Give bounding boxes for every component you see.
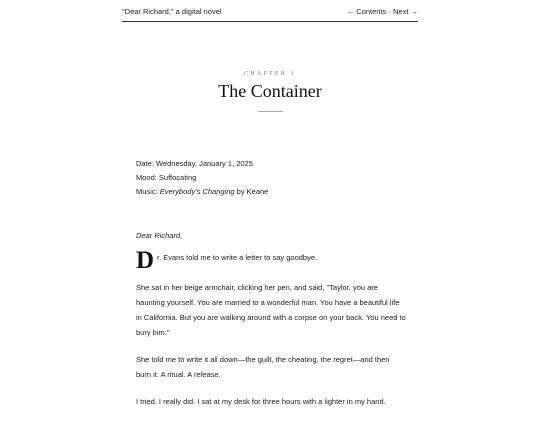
nav-separator: · — [388, 7, 391, 16]
next-link[interactable]: Next → — [392, 7, 418, 16]
entry-date: Date: Wednesday, January 1, 2025 — [136, 159, 253, 168]
book-title: "Dear Richard," a digital novel — [122, 7, 222, 16]
first-paragraph — [136, 247, 406, 274]
title-divider — [258, 111, 283, 112]
entry-mood: Mood: Suffocating — [136, 173, 197, 182]
top-bar — [122, 0, 418, 22]
paragraph-3: She told me to write it all down—the guilt, the cheating, the regret—and then burn it. A ritual. A release. — [136, 355, 390, 379]
chapter-nav — [347, 7, 418, 16]
music-song: Everybody's Changing — [159, 187, 235, 196]
chapter-kicker: CHAPTER 1 — [244, 71, 296, 77]
paragraph-2: She sat in her beige armchair, clicking her pen, and said, "Taylor, you are haunting yourself. You are married to a wonderful man. You have a beautiful life in California. But you are walking around with a corpse on your back. You need to bury him." — [136, 283, 406, 337]
music-artist: by Keane — [234, 187, 269, 196]
letter-body — [136, 231, 406, 421]
paragraph-4: I tried. I really did. I sat at my desk for three hours with a lighter in my hand. — [136, 397, 386, 406]
chapter-title: The Container — [218, 81, 322, 101]
salutation: Dear Richard, — [136, 231, 183, 240]
contents-link[interactable]: ← Contents — [346, 7, 387, 16]
entry-music — [136, 185, 268, 199]
first-paragraph-text: r. Evans told me to write a letter to say goodbye. — [157, 253, 318, 262]
entry-meta — [136, 157, 268, 199]
drop-cap: D — [136, 247, 155, 274]
music-label: Music: — [136, 187, 160, 196]
